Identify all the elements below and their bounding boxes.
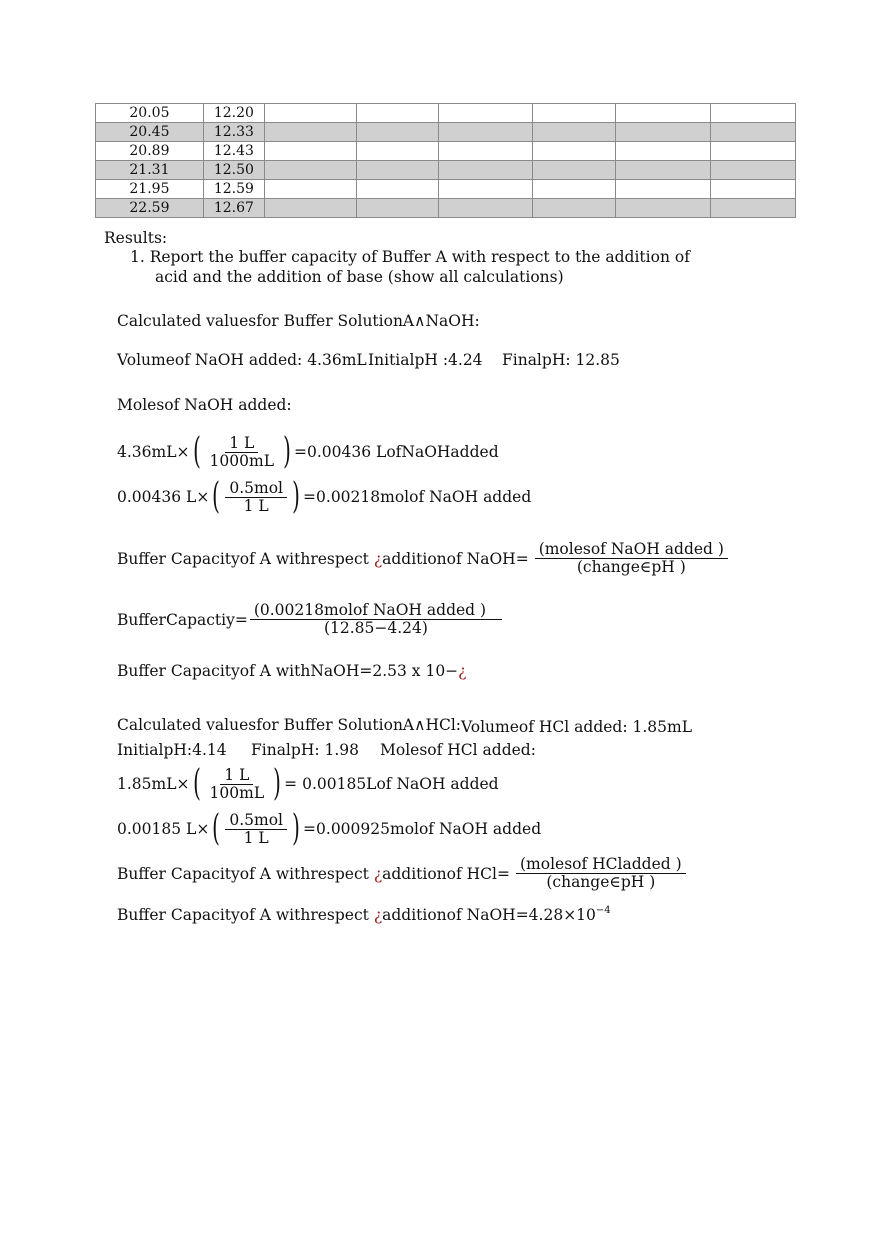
cell-empty [264, 104, 356, 123]
cell-empty [264, 123, 356, 142]
fraction-denominator: (change∈pH ) [576, 558, 686, 576]
cell-volume: 20.45 [96, 123, 204, 142]
cell-empty [264, 199, 356, 218]
hcl-equation-1 [117, 763, 499, 804]
naoh-volume: Volumeof NaOH added: 4.36mL [117, 351, 367, 369]
naoh-section-heading: Calculated valuesfor Buffer SolutionA∧NaOH: [117, 312, 480, 330]
fraction-numerator: 0.5mol [225, 812, 287, 830]
garbled-char: ¿ [373, 549, 383, 568]
cell-empty [533, 142, 616, 161]
eq-left: 0.00436 L× [117, 488, 210, 506]
cell-ph: 12.50 [203, 161, 264, 180]
fraction-numerator: 1 L [225, 435, 258, 453]
result-text: Buffer Capacityof A withNaOH=2.53 x 10− [117, 662, 459, 680]
cell-ph: 12.43 [203, 142, 264, 161]
fraction-denominator: 1000mL [209, 451, 274, 470]
cell-ph: 12.20 [203, 104, 264, 123]
cell-empty [356, 199, 438, 218]
cell-volume: 20.89 [96, 142, 204, 161]
naoh-result [117, 662, 466, 680]
cell-empty [438, 142, 533, 161]
eq-left: 4.36mL× [117, 443, 190, 461]
table-row [96, 142, 796, 161]
hcl-equation-2 [117, 808, 542, 849]
table-row [96, 199, 796, 218]
cell-empty [616, 161, 711, 180]
cell-ph: 12.59 [203, 180, 264, 199]
cell-empty [438, 123, 533, 142]
naoh-buffer-capacity-formula [117, 541, 730, 576]
parenthesized-fraction: ( $\frac{1 L}{1000mL}$ ) [192, 431, 291, 472]
cell-empty [438, 104, 533, 123]
cell-empty [533, 199, 616, 218]
fraction-numerator: (0.00218molof NaOH added ) [250, 602, 502, 620]
cell-empty [711, 180, 796, 199]
cell-ph: 12.67 [203, 199, 264, 218]
fraction-denominator: (change∈pH ) [546, 873, 656, 891]
eq-left: 0.00185 L× [117, 820, 210, 838]
cell-empty [356, 123, 438, 142]
cell-empty [438, 199, 533, 218]
fraction-denominator: (12.85−4.24) [323, 619, 428, 637]
question-1-line-1: 1. Report the buffer capacity of Buffer A with respect to the addition of [130, 248, 690, 266]
naoh-equation-2 [117, 476, 532, 517]
parenthesized-fraction: ( $\frac{1 L}{100mL}$ ) [192, 763, 282, 804]
calc-left: BufferCapactiy= [117, 610, 248, 629]
naoh-initial-ph: InitialpH :4.24 [368, 351, 483, 369]
cell-empty [356, 104, 438, 123]
cell-volume: 21.31 [96, 161, 204, 180]
result-left: Buffer Capacityof A withrespect [117, 906, 369, 924]
fraction-numerator: 1 L [220, 767, 253, 785]
hcl-final-ph: FinalpH: 1.98 [251, 741, 359, 759]
naoh-equation-1 [117, 431, 499, 472]
table-row [96, 104, 796, 123]
garbled-char: ¿ [373, 864, 383, 883]
naoh-buffer-capacity-calculation [117, 602, 504, 637]
fraction-denominator: 100mL [209, 783, 265, 802]
cell-empty [356, 180, 438, 199]
cell-empty [356, 161, 438, 180]
hcl-moles-heading: Molesof HCl added: [380, 741, 536, 759]
cell-empty [264, 180, 356, 199]
fraction-denominator: 1 L [243, 828, 269, 847]
garbled-char: ¿ [458, 662, 467, 680]
cell-empty [616, 104, 711, 123]
eq-right: =0.00218molof NaOH added [303, 488, 532, 506]
hcl-initial-ph: InitialpH:4.14 [117, 741, 227, 759]
bc-mid: additionof HCl= [382, 864, 510, 883]
cell-empty [356, 142, 438, 161]
bc-left: Buffer Capacityof A withrespect [117, 549, 369, 568]
hcl-section-heading: Calculated valuesfor Buffer SolutionA∧HCl: [117, 716, 462, 734]
cell-ph: 12.33 [203, 123, 264, 142]
eq-right: =0.00436 LofNaOHadded [294, 443, 499, 461]
question-1-line-2: acid and the addition of base (show all calculations) [155, 268, 564, 286]
table-row [96, 161, 796, 180]
fraction-numerator: (molesof HCladded ) [516, 856, 686, 874]
exponent: −4 [595, 905, 611, 916]
garbled-char: ¿ [373, 906, 383, 924]
cell-empty [616, 199, 711, 218]
cell-empty [616, 123, 711, 142]
naoh-moles-heading: Molesof NaOH added: [117, 396, 292, 414]
cell-empty [616, 142, 711, 161]
result-mid: additionof NaOH=4.28×10 [382, 906, 596, 924]
results-heading: Results: [104, 229, 168, 247]
eq-right: =0.000925molof NaOH added [303, 820, 542, 838]
cell-empty [438, 161, 533, 180]
hcl-result [117, 905, 611, 924]
parenthesized-fraction: ( $\frac{\text{0.5mol}}{1 L}$ ) [212, 808, 300, 849]
table-row [96, 180, 796, 199]
fraction-numerator: 0.5mol [225, 480, 287, 498]
bc-mid: additionof NaOH= [382, 549, 529, 568]
hcl-buffer-capacity-formula [117, 856, 688, 891]
cell-empty [533, 180, 616, 199]
parenthesized-fraction: ( $\frac{\text{0.5mol}}{1 L}$ ) [212, 476, 300, 517]
cell-empty [711, 123, 796, 142]
cell-empty [616, 180, 711, 199]
cell-empty [264, 161, 356, 180]
cell-volume: 21.95 [96, 180, 204, 199]
eq-left: 1.85mL× [117, 775, 190, 793]
cell-empty [711, 104, 796, 123]
hcl-volume: Volumeof HCl added: 1.85mL [461, 718, 693, 736]
table-row [96, 123, 796, 142]
cell-empty [264, 142, 356, 161]
cell-empty [438, 180, 533, 199]
cell-empty [711, 161, 796, 180]
fraction-numerator: (molesof NaOH added ) [535, 541, 728, 559]
cell-volume: 20.05 [96, 104, 204, 123]
cell-empty [533, 123, 616, 142]
fraction-denominator: 1 L [243, 496, 269, 515]
cell-empty [711, 142, 796, 161]
bc-left: Buffer Capacityof A withrespect [117, 864, 369, 883]
cell-volume: 22.59 [96, 199, 204, 218]
titration-data-table [95, 103, 796, 218]
cell-empty [533, 104, 616, 123]
cell-empty [711, 199, 796, 218]
eq-right: = 0.00185Lof NaOH added [284, 775, 499, 793]
cell-empty [533, 161, 616, 180]
naoh-final-ph: FinalpH: 12.85 [502, 351, 620, 369]
